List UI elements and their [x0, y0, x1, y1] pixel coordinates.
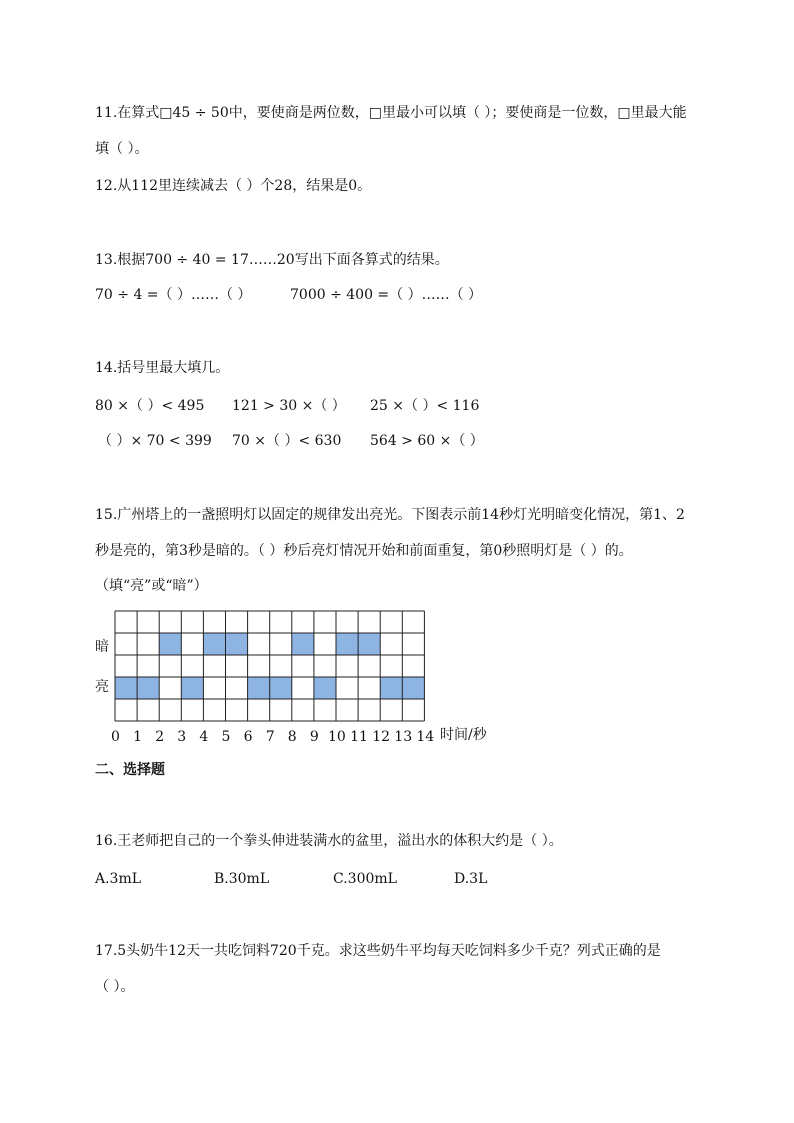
bright-cell-10 [314, 677, 336, 699]
q14-r1a: 80 ×（ ）< 495 [95, 398, 205, 414]
x-tick-label: 13 [394, 729, 413, 745]
label-bright: 亮 [95, 679, 109, 695]
bright-cell-4 [181, 677, 203, 699]
label-dark: 暗 [95, 639, 109, 655]
q15-line2: 秒是亮的，第3秒是暗的。（ ）秒后亮灯情况开始和前面重复，第0秒照明灯是（ ）的。 [95, 543, 633, 559]
x-tick-label: 2 [155, 729, 165, 745]
dark-cell-9 [292, 633, 314, 655]
dark-cell-3 [159, 633, 181, 655]
x-tick-label: 0 [111, 729, 120, 745]
q14-r2c: 564 > 60 ×（ ） [370, 433, 484, 449]
q17-line1: 17.5头奶牛12天一共吃饲料720千克。求这些奶牛平均每天吃饲料多少千克？列式正确的是 [95, 943, 661, 959]
bright-cell-1 [115, 677, 137, 699]
dark-cell-12 [358, 633, 380, 655]
x-tick-label: 10 [328, 729, 346, 745]
q14-r1c: 25 ×（ ）< 116 [370, 398, 480, 414]
q14: 14.括号里最大填几。 [95, 360, 230, 376]
x-tick-label: 9 [309, 729, 319, 745]
q14-r2b: 70 ×（ ）< 630 [232, 433, 342, 449]
bright-cell-7 [248, 677, 270, 699]
x-tick-label: 14 [416, 729, 435, 745]
q15-line3: （填“亮”或“暗”） [95, 578, 208, 594]
q14-r2a: （ ）× 70 < 399 [98, 433, 212, 449]
bright-cell-2 [137, 677, 159, 699]
x-tick-label: 6 [243, 729, 253, 745]
dark-cell-11 [336, 633, 358, 655]
q15-line1: 15.广州塔上的一盏照明灯以固定的规律发出亮光。下图表示前14秒灯光明暗变化情况，第1、2 [95, 507, 685, 523]
q16-option-c[interactable]: C.300mL [333, 871, 397, 887]
dark-cell-5 [203, 633, 225, 655]
x-tick-label: 4 [199, 729, 209, 745]
x-tick-label: 12 [372, 729, 391, 745]
x-tick-label: 11 [350, 729, 368, 745]
q13-b: 7000 ÷ 400 =（ ）……（ ） [290, 287, 483, 303]
bright-cell-14 [402, 677, 424, 699]
q17-line2: （ ）。 [95, 979, 135, 995]
q16: 16.王老师把自己的一个拳头伸进装满水的盆里，溢出水的体积大约是（ ）。 [95, 833, 563, 849]
q13: 13.根据700 ÷ 40 = 17……20写出下面各算式的结果。 [95, 252, 449, 268]
x-axis-label: 时间/秒 [440, 727, 487, 743]
q12: 12.从112里连续减去（ ）个28，结果是0。 [95, 178, 372, 194]
q16-option-b[interactable]: B.30mL [214, 871, 270, 887]
x-tick-label: 3 [177, 729, 187, 745]
dark-cell-6 [226, 633, 248, 655]
bright-cell-13 [380, 677, 402, 699]
q11-line1: 11.在算式□45 ÷ 50中，要使商是两位数，□里最小可以填（ ）；要使商是一位数，□里最大能 [95, 105, 687, 121]
x-tick-label: 5 [221, 729, 231, 745]
x-tick-label: 8 [287, 729, 297, 745]
q14-r1b: 121 > 30 ×（ ） [232, 398, 346, 414]
q16-option-d[interactable]: D.3L [454, 871, 488, 887]
x-tick-label: 7 [265, 729, 275, 745]
q16-option-a[interactable]: A.3mL [95, 871, 142, 887]
q11-line2: 填（ ）。 [95, 141, 149, 157]
q13-a: 70 ÷ 4 =（ ）……（ ） [95, 287, 252, 303]
x-tick-label: 1 [133, 729, 143, 745]
section-title: 二、选择题 [95, 762, 165, 778]
bright-cell-8 [270, 677, 292, 699]
